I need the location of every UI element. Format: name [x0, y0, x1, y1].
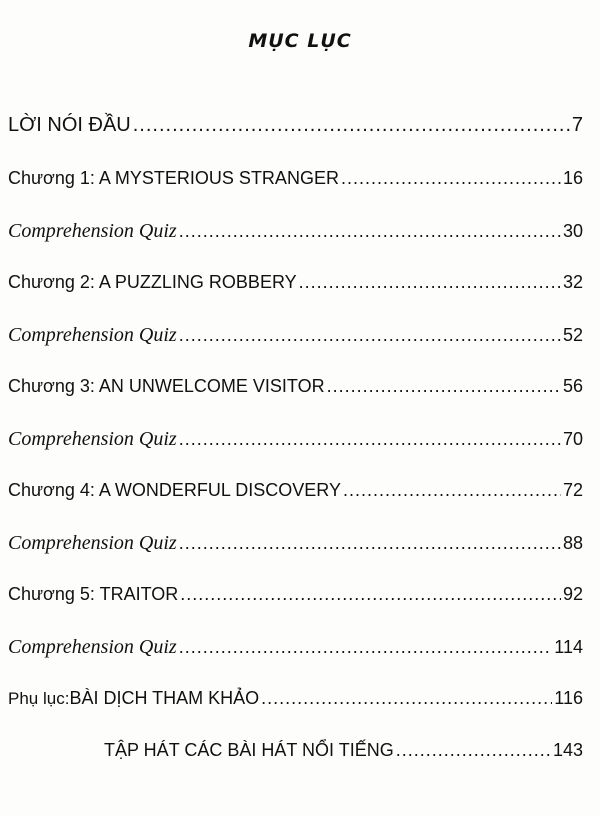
toc-entry-chapter-5[interactable] [8, 584, 583, 612]
toc-entry-page: 92 [562, 584, 583, 604]
toc-entry-chapter-2[interactable] [8, 272, 583, 300]
toc-entry-quiz-3[interactable] [8, 428, 583, 456]
toc-entry-label: Comprehension Quiz [8, 532, 177, 554]
dot-leader [179, 429, 561, 450]
toc-entry-page: 88 [562, 533, 583, 553]
toc-entry-page: 143 [552, 740, 583, 760]
toc-entry-page: 30 [562, 221, 583, 241]
toc-entry-page: 16 [562, 168, 583, 188]
dot-leader [341, 168, 561, 189]
toc-entry-chapter-4[interactable] [8, 480, 583, 508]
toc-entry-quiz-4[interactable] [8, 532, 583, 560]
dot-leader [327, 376, 561, 397]
dot-leader [179, 533, 561, 554]
toc-entry-page: 52 [562, 325, 583, 345]
toc-entry-label: Comprehension Quiz [8, 324, 177, 346]
toc-entry-quiz-1[interactable] [8, 220, 583, 248]
toc-entry-label: Chương 3: AN UNWELCOME VISITOR [8, 376, 325, 396]
toc-entry-quiz-5[interactable] [8, 636, 583, 664]
toc-entry-appendix-songs[interactable] [104, 740, 583, 768]
dot-leader [343, 480, 561, 501]
toc-entry-label: Comprehension Quiz [8, 428, 177, 450]
toc-entry-preface[interactable] [8, 114, 583, 142]
toc-entry-page: 7 [571, 114, 583, 136]
appendix-prefix: Phụ lục: [8, 689, 70, 708]
toc-entry-chapter-1[interactable] [8, 168, 583, 196]
toc-entry-label: Chương 5: TRAITOR [8, 584, 179, 604]
dot-leader [261, 688, 552, 709]
toc-entry-page: 116 [554, 688, 583, 708]
toc-entry-label: TẬP HÁT CÁC BÀI HÁT NỔI TIẾNG [104, 740, 394, 760]
dot-leader [299, 272, 561, 293]
toc-entry-label: Chương 4: A WONDERFUL DISCOVERY [8, 480, 341, 500]
dot-leader [133, 114, 570, 137]
toc-entry-page: 56 [562, 376, 583, 396]
toc-entry-label: Chương 1: A MYSTERIOUS STRANGER [8, 168, 339, 188]
toc-entry-quiz-2[interactable] [8, 324, 583, 352]
dot-leader [179, 637, 553, 658]
toc-entry-appendix-translation[interactable] [8, 688, 583, 716]
dot-leader [179, 325, 561, 346]
toc-entry-label: Comprehension Quiz [8, 636, 177, 658]
dot-leader [179, 221, 561, 242]
toc-entry-chapter-3[interactable] [8, 376, 583, 404]
dot-leader [180, 584, 561, 605]
toc-entry-page: 72 [562, 480, 583, 500]
toc-entry-label: Chương 2: A PUZZLING ROBBERY [8, 272, 297, 292]
toc-entry-label: BÀI DỊCH THAM KHẢO [69, 688, 260, 708]
toc-entry-label: Comprehension Quiz [8, 220, 177, 242]
toc-entry-label: LỜI NÓI ĐẦU [8, 114, 131, 136]
page-title: MỤC LỤC [248, 30, 352, 52]
toc-entry-page: 114 [554, 637, 583, 657]
dot-leader [396, 740, 551, 761]
toc-entry-page: 70 [562, 429, 583, 449]
toc-entry-page: 32 [562, 272, 583, 292]
